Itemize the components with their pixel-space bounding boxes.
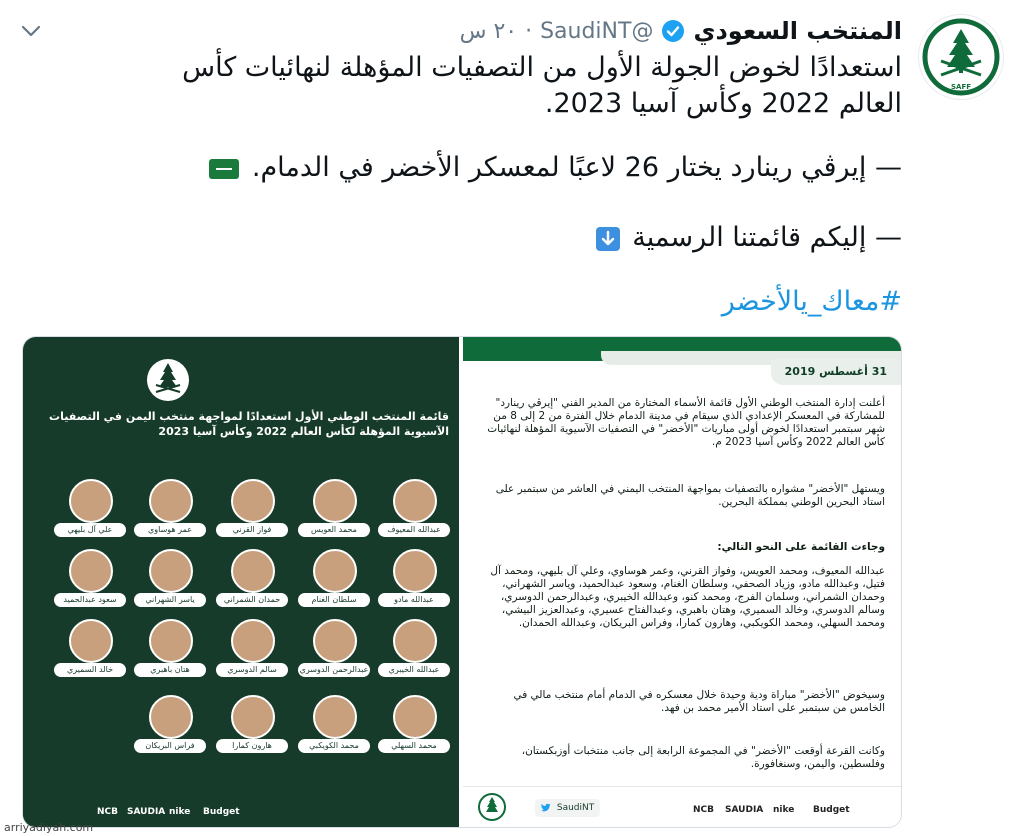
player-card — [378, 695, 450, 757]
player-card — [134, 479, 206, 541]
verified-badge-icon — [661, 19, 685, 43]
player-name: خالد السميري — [54, 663, 126, 677]
player-name: عبدالله المعيوف — [378, 523, 450, 537]
sponsor-saudia: SAUDIA — [127, 807, 166, 817]
sponsor-budget: Budget — [203, 807, 240, 817]
player-card — [216, 619, 288, 681]
player-photo — [231, 695, 275, 739]
sponsor-ncb: NCB — [693, 805, 714, 815]
player-name: ياسر الشهراني — [134, 593, 206, 607]
player-card — [378, 479, 450, 541]
saff-logo-icon — [919, 15, 1003, 99]
tweet-text-line3 — [112, 220, 902, 256]
player-card — [298, 549, 370, 611]
player-photo — [313, 549, 357, 593]
display-name[interactable]: المنتخب السعودي — [693, 17, 902, 45]
player-card — [134, 549, 206, 611]
player-name: عمر هوساوي — [134, 523, 206, 537]
article-paragraph-1: أعلنت إدارة المنتخب الوطني الأول قائمة الأسماء المختارة من المدير الفني "إيرڤي رينارد" للمشاركة في المعسكر الإعدادي الذي سيقام في مدينة الدمام خلال الفترة من 2 إلى 8 من شهر سبتمبر استعدادًا لخوض أولى مباريات "الأخضر" في التصفيات الآسيوية المؤهلة لنهائيات كأس العالم 2022 وكأس آسيا 2023 م. — [487, 397, 885, 448]
article-paragraph-2: ويستهل "الأخضر" مشواره بالتصفيات بمواجهة المنتخب اليمني في العاشر من سبتمبر على استاد البحرين الوطني بمملكة البحرين. — [495, 483, 885, 508]
player-photo — [313, 619, 357, 663]
player-photo — [231, 619, 275, 663]
account-avatar[interactable] — [918, 14, 1004, 100]
tweet-text-line2 — [112, 150, 902, 186]
article-paragraph-4: عبدالله المعيوف، ومحمد العويس، وفواز القرني، وعمر هوساوي، وعلي آل بليهي، ومحمد آل فتيل، وعبدالله مادو، وزياد الصحفي، وسلطان الغنام، وسعود عبدالحميد، وياسر الشهراني، وحمدان الشمراني، وسلمان الفرج، ومحمد كنو، وعبدالله الخيبري، وعبدالرحمن الدوسري، وسالم الدوسري، وخالد السميري، وهتان باهبري، وعبدالفتاح عسيري، وعبدالعزيز البيشي، ومحمد السهلي، ومحمد الكويكبي، وهارون كمارا، وفراس البريكان، وعبدالله الحمدان. — [490, 565, 885, 629]
player-name: سعود عبدالحميد — [54, 593, 126, 607]
squad-headline: قائمة المنتخب الوطني الأول استعدادًا لمواجهة منتخب اليمن في التصفيات الآسيوية المؤهلة لكأس العالم 2022 وكأس آسيا 2023 — [49, 410, 449, 438]
player-name: عبدالله الخيبري — [378, 663, 450, 677]
separator-dot: · — [525, 18, 533, 44]
player-card — [298, 619, 370, 681]
player-name: حمدان الشمراني — [216, 593, 288, 607]
player-photo — [149, 549, 193, 593]
hashtag-link[interactable]: #معاك_يالأخضر — [721, 286, 902, 317]
player-photo — [393, 549, 437, 593]
player-card — [378, 549, 450, 611]
player-photo — [69, 619, 113, 663]
tweet-timestamp[interactable]: ٢٠ س — [459, 18, 518, 44]
player-card — [216, 549, 288, 611]
player-photo — [69, 479, 113, 523]
player-card — [54, 549, 126, 611]
player-card — [54, 479, 126, 541]
player-card — [134, 695, 206, 757]
player-photo — [149, 695, 193, 739]
player-card — [298, 695, 370, 757]
twitter-bird-icon — [541, 803, 551, 812]
article-paragraph-6: وكانت القرعة أوقعت "الأخضر" في المجموعة الرابعة إلى جانب منتخبات أوزبكستان، وفلسطين، واليمن، وسنغافورة. — [521, 745, 885, 770]
tweet-media-image[interactable] — [22, 336, 902, 828]
svg-text:SAFF: SAFF — [950, 83, 972, 91]
tweet-text-line1: استعدادًا لخوض الجولة الأول من التصفيات المؤهلة لنهائيات كأس العالم 2022 وكأس آسيا 2023. — [182, 52, 902, 119]
player-name: عبدالرحمن الدوسري — [298, 663, 370, 677]
player-name: علي آل بليهي — [54, 523, 126, 537]
chevron-down-icon[interactable] — [18, 18, 44, 44]
tweet-text-line3-content: — إليكم قائمتنا الرسمية — [632, 222, 902, 253]
player-card — [378, 619, 450, 681]
sponsor-nike: nike — [773, 805, 795, 815]
player-name: محمد الكويكبي — [298, 739, 370, 753]
player-photo — [69, 549, 113, 593]
article-paragraph-3: وجاءت القائمة على النحو التالي: — [717, 541, 885, 553]
player-card — [134, 619, 206, 681]
squad-list-panel — [23, 337, 459, 827]
footer-twitter-handle — [535, 799, 600, 817]
player-card — [216, 479, 288, 541]
player-name: هتان باهبري — [134, 663, 206, 677]
player-photo — [393, 695, 437, 739]
user-handle[interactable]: @SaudiNT — [540, 18, 654, 44]
player-name: هارون كمارا — [216, 739, 288, 753]
player-name: فواز القرني — [216, 523, 288, 537]
tweet-text-line2-content: — إيرڤي رينارد يختار 26 لاعبًا لمعسكر الأخضر في الدمام. — [251, 152, 902, 183]
sponsor-saudia: SAUDIA — [725, 805, 764, 815]
player-photo — [149, 479, 193, 523]
player-photo — [231, 549, 275, 593]
player-name: سالم الدوسري — [216, 663, 288, 677]
article-date: 31 أغسطس 2019 — [771, 359, 901, 385]
sponsor-ncb: NCB — [97, 807, 118, 817]
sponsor-nike: nike — [169, 807, 191, 817]
saff-logo-icon — [477, 792, 507, 822]
player-card — [54, 619, 126, 681]
sponsor-budget: Budget — [813, 805, 850, 815]
saff-logo-icon — [143, 355, 193, 405]
player-card — [216, 695, 288, 757]
player-name: محمد العويس — [298, 523, 370, 537]
player-photo — [313, 695, 357, 739]
player-name: سلطان الغنام — [298, 593, 370, 607]
article-panel — [463, 337, 901, 827]
saudi-flag-icon — [209, 159, 239, 179]
player-name: فراس البريكان — [134, 739, 206, 753]
article-paragraph-5: وسيخوض "الأخضر" مباراة ودية وحيدة خلال معسكره في الدمام أمام منتخب مالي في الخامس من سبتمبر على استاد الأمير محمد بن فهد. — [513, 689, 885, 714]
player-name: محمد السهلي — [378, 739, 450, 753]
down-arrow-icon — [596, 227, 620, 251]
player-photo — [393, 479, 437, 523]
player-photo — [313, 479, 357, 523]
article-footer — [463, 786, 901, 827]
player-photo — [149, 619, 193, 663]
player-photo — [231, 479, 275, 523]
tweet-header — [460, 14, 902, 48]
player-name: عبدالله مادو — [378, 593, 450, 607]
footer-handle-text: SaudiNT — [556, 803, 595, 813]
player-photo — [393, 619, 437, 663]
player-card — [298, 479, 370, 541]
site-watermark: arriyadiyah.com — [4, 821, 94, 834]
